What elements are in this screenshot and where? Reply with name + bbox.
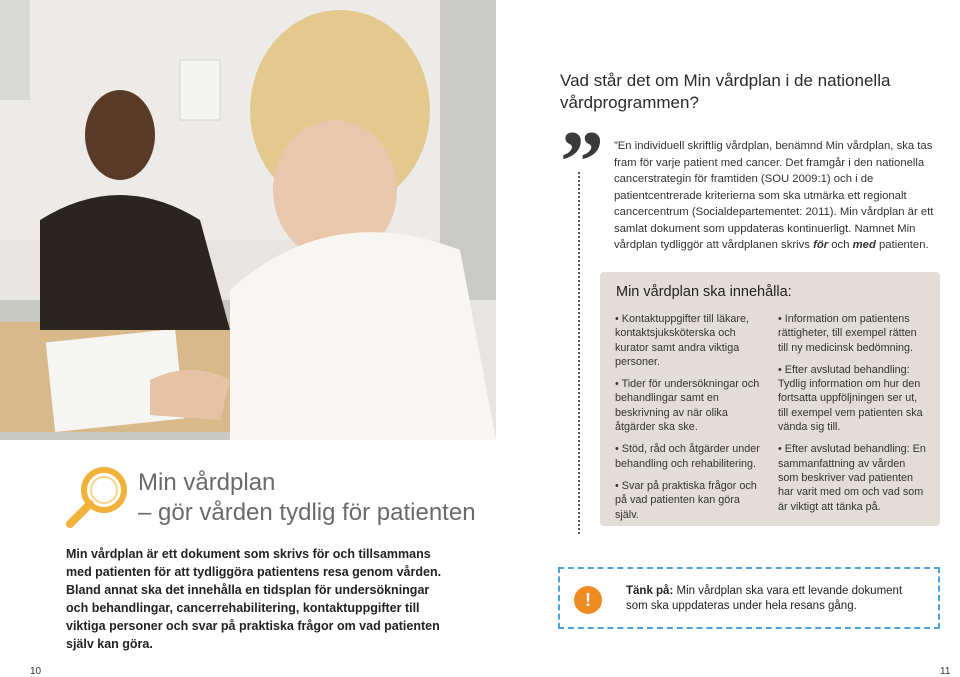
magnifier-icon — [64, 464, 130, 530]
list-item: • Efter avslutad behandling: Tydlig information om hur den fortsatta uppföljningen ser ut, till exempel vem patienten ska vända sig till. — [778, 363, 923, 434]
heading-line-1: Min vårdplan — [138, 469, 276, 496]
exclamation-icon: ! — [574, 586, 602, 614]
list-column-1 — [615, 312, 765, 530]
quote-emphasis-med: med — [852, 239, 876, 251]
question-heading: Vad står det om Min vårdplan i de nationella vårdprogrammen? — [560, 71, 891, 112]
list-column-2 — [778, 312, 928, 522]
section-heading — [138, 468, 476, 528]
quote-text-c: patienten. — [875, 239, 929, 251]
tip-body: Min vårdplan ska vara ett levande dokument som ska uppdateras under hela resans gång. — [626, 585, 903, 612]
list-item: • Efter avslutad behandling: En sammanfattning av vården som beskriver vad patienten har varit med om och vad som är viktigt att tänka på. — [778, 443, 926, 513]
content-list-box — [600, 272, 940, 526]
dotted-divider — [578, 172, 580, 534]
quote-text-a: ”En individuell skriftlig vårdplan, benämnd Min vårdplan, ska tas fram för varje patient med cancer. Det framgår i den nationella cancerstrategin för framtiden (SOU 2009:1) och i de patientcentrerade kriterierna som ska utmärka ett regionalt cancercentrum (Socialdepartementet: 2011). Min vårdplan är ett samlat dokument som uppdateras kontinuerligt. Namnet Min vårdplan tydliggör att vårdplanen skrivs — [614, 140, 934, 251]
page-number-right: 11 — [940, 666, 951, 677]
quote-text-b: och — [828, 239, 853, 251]
list-item: • Svar på praktiska frågor och på vad patienten kan göra själv. — [615, 479, 757, 521]
box-title: Min vårdplan ska innehålla: — [616, 284, 792, 300]
photo-patient-and-nurse — [0, 0, 496, 440]
tip-label: Tänk på: — [626, 585, 674, 597]
heading-line-2: – gör vården tydlig för patienten — [138, 499, 476, 526]
quote-emphasis-for: för — [813, 239, 829, 251]
list-item: • Tider för undersökningar och behandlingar samt en beskrivning av när olika åtgärder ska ske. — [615, 378, 760, 434]
list-item: • Stöd, råd och åtgärder under behandling och rehabilitering. — [615, 443, 760, 470]
tip-text — [626, 584, 926, 614]
intro-paragraph: Min vårdplan är ett dokument som skrivs för och tillsammans med patienten för att tydliggöra patientens resa genom vården. Bland annat ska det innehålla en tidsplan för undersökningar och behandlingar, cancerrehabilitering, kontaktuppgifter till viktiga personer och svar på praktiska frågor om vad patienten själv kan göra. — [66, 547, 442, 651]
quote-paragraph — [614, 138, 940, 254]
list-item: • Kontaktuppgifter till läkare, kontaktsjuksköterska och kurator samt andra viktiga personer. — [615, 313, 750, 368]
list-item: • Information om patientens rättigheter, till exempel rätten till ny medicinsk bedömning. — [778, 313, 917, 354]
tip-box — [558, 567, 940, 629]
page-number-left: 10 — [30, 666, 42, 677]
quote-mark-icon: ” — [560, 114, 604, 211]
